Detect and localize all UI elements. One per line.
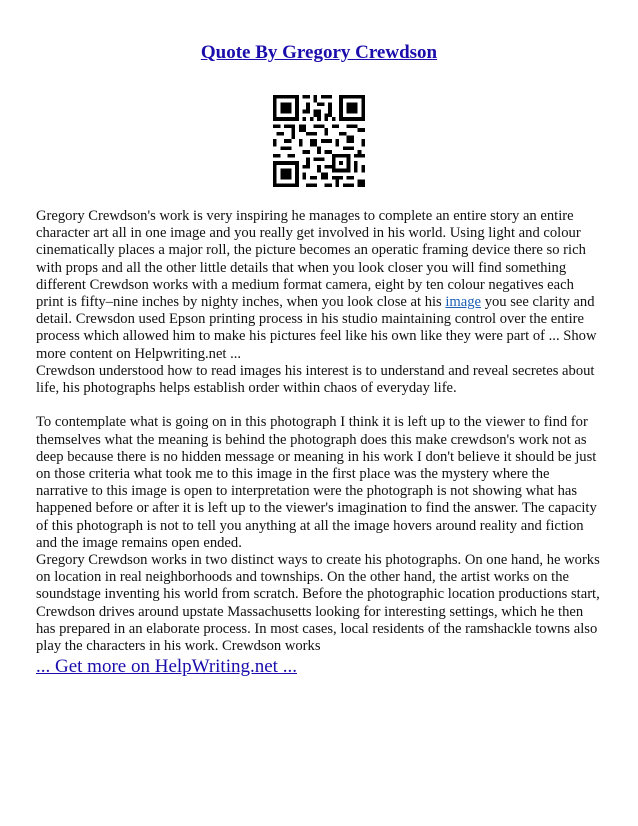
paragraph-4: Gregory Crewdson works in two distinct ways to create his photographs. On one hand, he works on location in real neighborhoods and townships. On the other hand, the artist works on the soundstage inventing his world from scratch. Before the photographic location productions start, Crewdson drives around upstate Massachusetts looking for interesting settings, which he then has prepared in an elaborate process. In most cases, local residents of the ramshackle towns also play the characters in his work. Crewdson works — [36, 552, 600, 655]
get-more-link[interactable]: ... Get more on HelpWriting.net ... — [36, 656, 297, 677]
image-link[interactable]: image — [445, 294, 482, 311]
title-link[interactable]: Quote By Gregory Crewdson — [200, 42, 438, 63]
page-title — [0, 42, 638, 64]
article-body — [36, 208, 602, 655]
paragraph-1-text-end: you see clarity and detail. Crewsdon used Epson printing process in his studio maintaining control over the entire process which allowed him to make his pictures feel like his own like they were part of ... Show more content on Helpwriting.net ... — [36, 294, 597, 362]
paragraph-1-text-start: Gregory Crewdson's work is very inspiring he manages to complete an entire story an entire character art all in one image and you really get involved in his world. Using light and colour cinematically places a major roll, the picture becomes an operatic framing device there so rich with props and all the other little details that when you look closer you will find something different Crewdson works with a medium format camera, eight by ten colour negatives each print is fifty–nine inches by nighty inches, when you look close at his — [36, 208, 586, 311]
paragraph-2: Crewdson understood how to read images his interest is to understand and reveal secretes about life, his photographs helps establish order within chaos of everyday life. — [36, 362, 595, 397]
paragraph-1 — [36, 208, 602, 363]
paragraph-3: To contemplate what is going on in this photograph I think it is left up to the viewer to find for themselves what the meaning is behind the photograph does this make crewdson's work not as deep because there is no hidden message or meaning in his work I don't believe it should be just on those criteria what took me to this image in the first place was the mystery where the narrative to this image is open to interpretation were the photograph is not showing what has happened before or after it is left up to the viewer's imagination to find the answer. The capacity of this photograph is not to tell you anything at all the image hovers around reality and fiction and the image remains open ended. — [36, 414, 597, 551]
qr-code-icon — [273, 95, 365, 187]
